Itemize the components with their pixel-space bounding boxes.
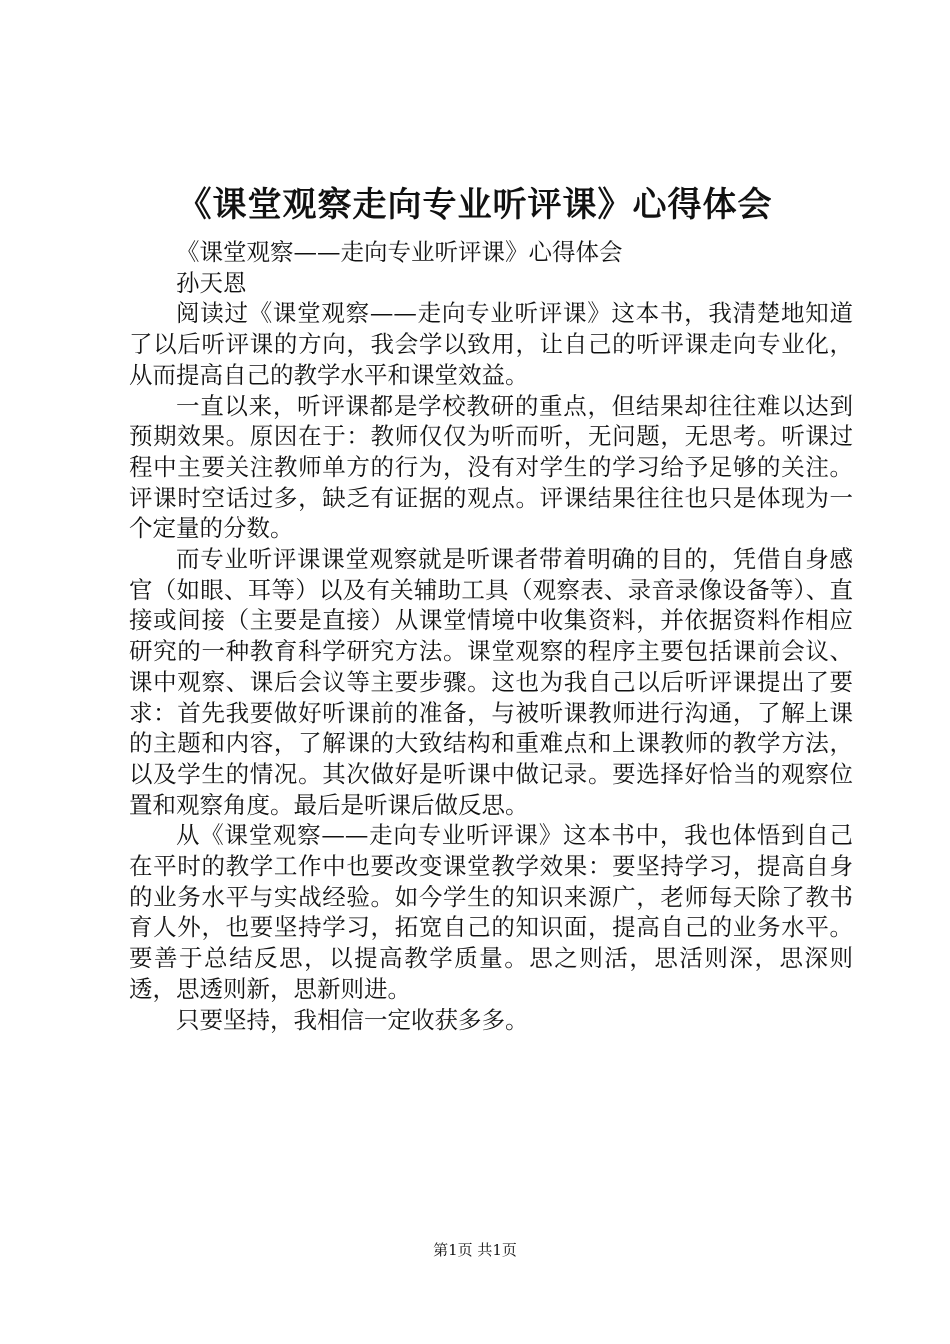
author-paragraph: 孙天恩	[176, 268, 247, 297]
subtitle-paragraph: 《课堂观察——走向专业听评课》心得体会	[176, 238, 623, 266]
body-paragraph: 只要坚持，我相信一定收获多多。	[176, 1005, 529, 1034]
document-title: 《课堂观察走向专业听评课》心得体会	[177, 185, 773, 225]
body-paragraph: 阅读过《课堂观察——走向专业听评课》这本书，我清楚地知道了以后听评课的方向，我会学以致用，让自己的听评课走向专业化，从而提高自己的教学水平和课堂效益。	[129, 299, 853, 389]
document-body	[129, 237, 853, 1035]
body-paragraph: 从《课堂观察——走向专业听评课》这本书中，我也体悟到自己在平时的教学工作中也要改变课堂教学效果：要坚持学习，提高自身的业务水平与实战经验。如今学生的知识来源广，老师每天除了教书育人外，也要坚持学习，拓宽自己的知识面，提高自己的业务水平。要善于总结反思，以提高教学质量。思之则活，思活则深，思深则透，思透则新，思新则进。	[129, 821, 853, 1003]
page-footer: 第1页 共1页	[433, 1241, 517, 1259]
body-paragraph: 而专业听评课课堂观察就是听课者带着明确的目的，凭借自身感官（如眼、耳等）以及有关辅助工具（观察表、录音录像设备等）、直接或间接（主要是直接）从课堂情境中收集资料，并依据资料作相应研究的一种教育科学研究方法。课堂观察的程序主要包括课前会议、课中观察、课后会议等主要步骤。这也为我自己以后听评课提出了要求：首先我要做好听课前的准备，与被听课教师进行沟通，了解上课的主题和内容，了解课的大致结构和重难点和上课教师的教学方法，以及学生的情况。其次做好是听课中做记录。要选择好恰当的观察位置和观察角度。最后是听课后做反思。	[129, 545, 853, 819]
body-paragraph: 一直以来，听评课都是学校教研的重点，但结果却往往难以达到预期效果。原因在于：教师仅仅为听而听，无问题，无思考。听课过程中主要关注教师单方的行为，没有对学生的学习给予足够的关注。评课时空话过多，缺乏有证据的观点。评课结果往往也只是体现为一个定量的分数。	[129, 391, 853, 543]
